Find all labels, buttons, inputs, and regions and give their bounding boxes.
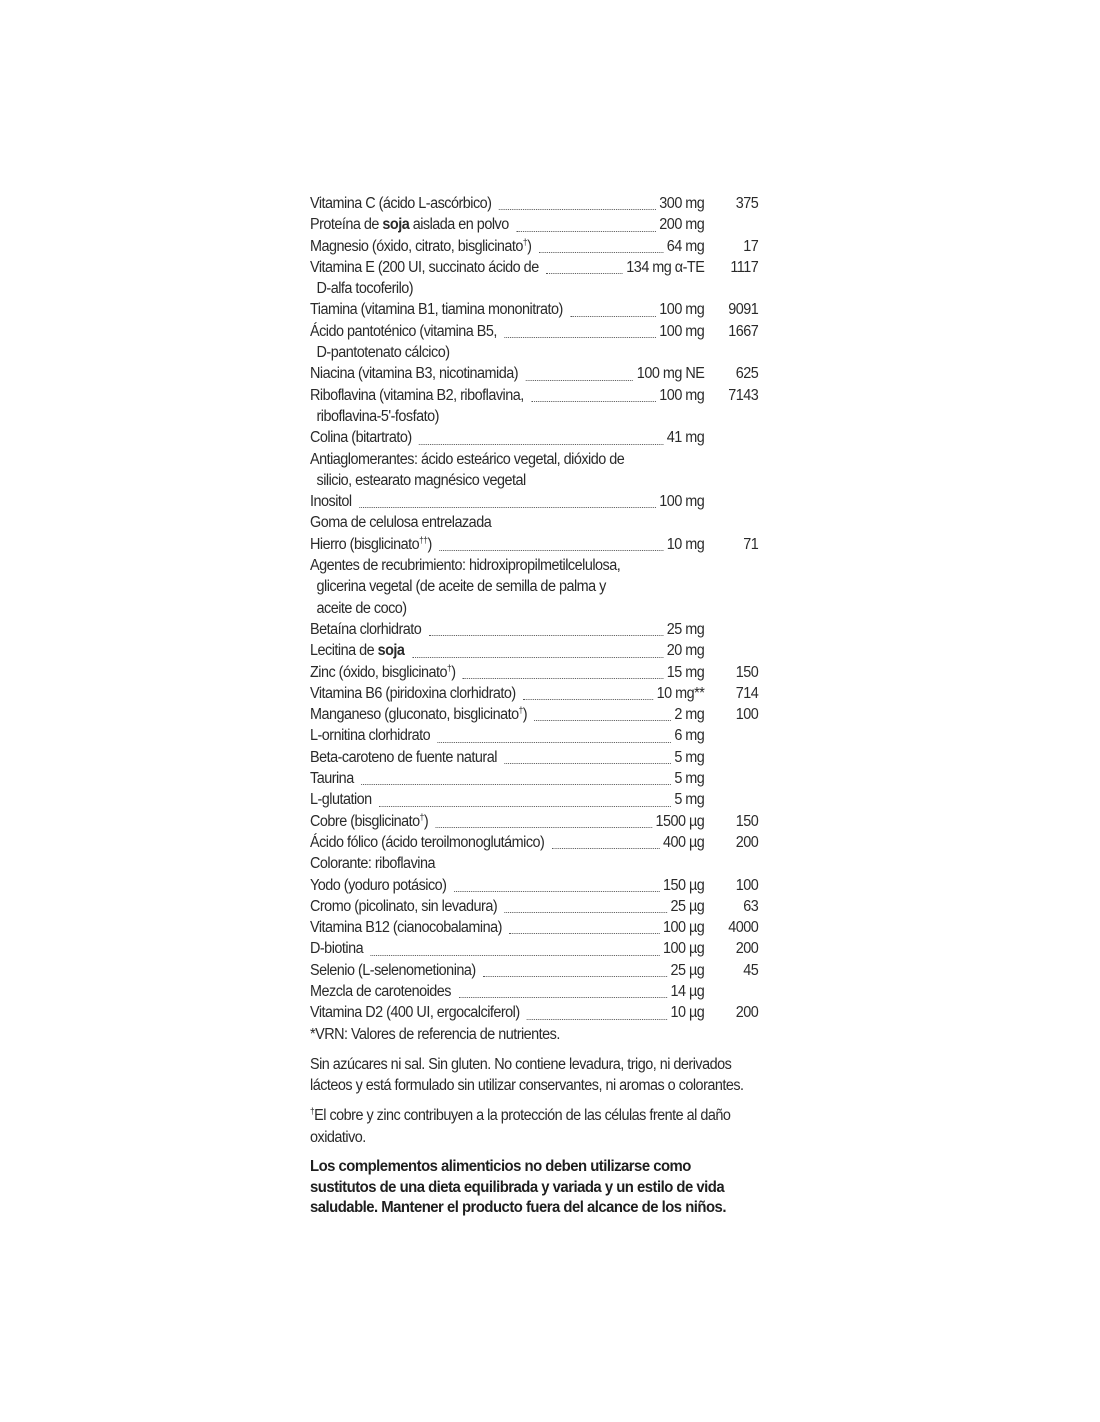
ingredient-continuation: aceite de coco) xyxy=(316,599,407,617)
ingredient-amount: 100 µg xyxy=(663,919,705,937)
ingredient-name xyxy=(310,938,363,959)
ingredient-name-part: ) xyxy=(522,706,528,724)
ingredient-name xyxy=(310,789,372,810)
ingredient-name xyxy=(310,299,563,320)
ingredient-name xyxy=(310,917,502,938)
ingredient-name-part: Vitamina B6 (piridoxina clorhidrato) xyxy=(310,684,516,702)
ingredient-amount: 300 mg xyxy=(659,195,705,212)
ingredient-vrn: 45 xyxy=(743,961,759,979)
ingredient-name xyxy=(310,875,446,896)
ingredient-name-part: Ácido pantoténico (vitamina B5, xyxy=(310,322,497,340)
footnote-text: El cobre y zinc contribuyen a la protección de las células frente al daño oxidativo. xyxy=(310,1107,731,1146)
ingredient-amount: 2 mg xyxy=(674,706,705,724)
ingredient-row xyxy=(310,491,758,512)
antioxidant-footnote xyxy=(310,1105,758,1148)
ingredient-text: Colorante: riboflavina xyxy=(310,855,435,873)
ingredient-vrn: 714 xyxy=(735,684,759,702)
ingredient-amount: 100 mg xyxy=(659,322,705,340)
dot-leader xyxy=(499,208,656,210)
dot-leader xyxy=(516,230,655,232)
footnote-marker: † xyxy=(447,662,452,673)
ingredient-continuation: riboflavina-5'-fosfato) xyxy=(316,407,439,425)
ingredient-name xyxy=(310,981,451,1002)
ingredient-name xyxy=(310,257,539,278)
ingredient-amount: 64 mg xyxy=(666,237,705,255)
ingredient-name xyxy=(310,832,544,853)
ingredient-name xyxy=(310,385,524,406)
ingredient-vrn: 200 xyxy=(735,1004,759,1022)
vrn-note: *VRN: Valores de referencia de nutrientes. xyxy=(310,1025,560,1043)
ingredient-row xyxy=(310,321,758,342)
allergen-highlight: soja xyxy=(377,642,405,660)
ingredient-name-part: Manganeso (gluconato, bisglicinato xyxy=(310,706,519,724)
dot-leader xyxy=(483,975,667,977)
ingredient-amount: 100 mg xyxy=(659,386,705,404)
ingredient-vrn: 150 xyxy=(735,812,759,830)
dot-leader xyxy=(463,677,663,679)
dot-leader xyxy=(525,379,633,381)
ingredient-name-part: Mezcla de carotenoides xyxy=(310,982,451,1000)
dot-leader xyxy=(458,996,666,998)
ingredient-name-part: Inositol xyxy=(310,493,352,511)
ingredient-text: Goma de celulosa entrelazada xyxy=(310,514,492,532)
dot-leader xyxy=(361,783,670,785)
ingredient-vrn: 625 xyxy=(735,365,759,383)
ingredient-row xyxy=(310,789,758,810)
dot-leader xyxy=(438,741,671,743)
ingredient-row xyxy=(310,534,758,555)
ingredient-row xyxy=(310,427,758,448)
dot-leader xyxy=(504,336,655,338)
ingredient-text-row xyxy=(310,449,758,470)
ingredient-amount: 15 mg xyxy=(666,663,705,681)
footnote-marker: † xyxy=(518,704,523,715)
dot-leader xyxy=(359,506,656,508)
ingredient-row xyxy=(310,832,758,853)
ingredient-amount: 100 mg NE xyxy=(636,365,705,383)
ingredient-name-part: Cobre (bisglicinato xyxy=(310,812,420,830)
dot-leader xyxy=(523,698,653,700)
ingredient-vrn: 100 xyxy=(735,876,759,894)
ingredient-name-part: Magnesio (óxido, citrato, bisglicinato xyxy=(310,237,523,255)
ingredient-row xyxy=(310,768,758,789)
dot-leader xyxy=(419,443,663,445)
ingredient-amount: 10 mg** xyxy=(656,684,705,702)
ingredient-row xyxy=(310,257,758,278)
ingredient-name xyxy=(310,662,456,683)
ingredient-amount: 1500 µg xyxy=(655,812,705,830)
ingredient-vrn: 200 xyxy=(735,833,759,851)
ingredient-row xyxy=(310,896,758,917)
ingredient-row xyxy=(310,938,758,959)
dot-leader xyxy=(531,400,655,402)
ingredient-amount: 134 mg α-TE xyxy=(626,258,705,276)
ingredient-name-part: Selenio (L-selenometionina) xyxy=(310,961,476,979)
ingredient-row xyxy=(310,981,758,1002)
free-from-statement: Sin azúcares ni sal. Sin gluten. No contiene levadura, trigo, ni derivados lácteos y está formulado sin utilizar conservantes, ni aromas o colorantes. xyxy=(310,1055,744,1095)
ingredient-name xyxy=(310,747,497,768)
ingredient-amount: 200 mg xyxy=(659,216,705,234)
ingredient-amount: 25 mg xyxy=(666,620,705,638)
ingredient-name-part: Zinc (óxido, bisglicinato xyxy=(310,663,448,681)
ingredient-name xyxy=(310,534,432,555)
ingredient-vrn: 1667 xyxy=(728,322,759,340)
ingredient-row xyxy=(310,683,758,704)
safety-warning: Los complementos alimenticios no deben utilizarse como sustitutos de una dieta equilibrada y variada y un estilo de vida saludable. Mantener el producto fuera del alcance de los niños. xyxy=(310,1158,726,1217)
allergen-highlight: soja xyxy=(382,216,410,234)
ingredient-name xyxy=(310,704,527,725)
ingredient-name-part: Hierro (bisglicinato xyxy=(310,535,420,553)
ingredient-amount: 10 µg xyxy=(670,1004,705,1022)
ingredient-name-part: Beta-caroteno de fuente natural xyxy=(310,748,497,766)
dot-leader xyxy=(527,1018,667,1020)
ingredient-row xyxy=(310,363,758,384)
dot-leader xyxy=(546,272,622,274)
ingredient-name xyxy=(310,1002,520,1023)
ingredient-text: Agentes de recubrimiento: hidroxipropilmetilcelulosa, xyxy=(310,557,621,575)
ingredient-amount: 150 µg xyxy=(663,876,705,894)
ingredient-vrn: 9091 xyxy=(728,301,759,319)
dot-leader xyxy=(505,911,667,913)
ingredient-name-part: ) xyxy=(451,663,456,681)
ingredient-name xyxy=(310,640,404,661)
ingredient-amount: 41 mg xyxy=(666,429,705,447)
ingredient-row xyxy=(310,811,758,832)
ingredient-row xyxy=(310,619,758,640)
ingredient-row xyxy=(310,875,758,896)
ingredient-row xyxy=(310,193,758,214)
dot-leader xyxy=(539,251,663,253)
ingredient-row xyxy=(310,299,758,320)
footnote-marker: † xyxy=(419,811,424,822)
ingredient-amount: 100 µg xyxy=(663,940,705,958)
ingredient-name-part: L-glutation xyxy=(310,791,372,809)
ingredient-name-part: Ácido fólico (ácido teroilmonoglutámico) xyxy=(310,833,545,851)
ingredient-row xyxy=(310,960,758,981)
ingredient-vrn: 1117 xyxy=(730,258,759,276)
ingredient-name-part: Tiamina (vitamina B1, tiamina mononitrato) xyxy=(310,301,563,319)
ingredient-vrn: 200 xyxy=(735,940,759,958)
ingredient-text: Antiaglomerantes: ácido esteárico vegetal, dióxido de xyxy=(310,450,625,468)
ingredient-vrn: 7143 xyxy=(728,386,759,404)
ingredient-name-part: Vitamina C (ácido L-ascórbico) xyxy=(310,195,492,212)
ingredient-amount: 25 µg xyxy=(670,961,705,979)
ingredient-amount: 6 mg xyxy=(674,727,705,745)
ingredient-name xyxy=(310,193,491,214)
ingredient-name-part: ) xyxy=(423,812,429,830)
ingredient-row xyxy=(310,385,758,406)
ingredient-row xyxy=(310,214,758,235)
ingredient-row xyxy=(310,704,758,725)
ingredient-name-part: Cromo (picolinato, sin levadura) xyxy=(310,897,498,915)
ingredient-name-part: Riboflavina (vitamina B2, riboflavina, xyxy=(310,386,524,404)
ingredient-text-row xyxy=(310,555,758,576)
ingredient-amount: 10 mg xyxy=(666,535,705,553)
dot-leader xyxy=(439,549,663,551)
ingredient-name xyxy=(310,960,476,981)
ingredient-vrn: 63 xyxy=(743,897,759,915)
footnote-marker: † xyxy=(522,236,528,247)
dot-leader xyxy=(552,847,660,849)
ingredient-name xyxy=(310,768,354,789)
ingredient-name-part: L-ornitina clorhidrato xyxy=(310,727,431,745)
ingredient-list xyxy=(310,193,758,1024)
dot-leader xyxy=(429,634,663,636)
ingredient-name xyxy=(310,619,421,640)
ingredient-vrn: 375 xyxy=(735,195,759,212)
ingredient-vrn: 4000 xyxy=(728,919,759,937)
ingredient-name-part: Niacina (vitamina B3, nicotinamida) xyxy=(310,365,519,383)
supplement-facts-panel xyxy=(310,193,758,1219)
dot-leader xyxy=(570,315,655,317)
ingredient-name xyxy=(310,725,430,746)
dot-leader xyxy=(534,719,670,721)
ingredient-amount: 100 mg xyxy=(659,493,705,511)
dot-leader xyxy=(436,826,652,828)
ingredient-name xyxy=(310,427,412,448)
ingredient-row xyxy=(310,747,758,768)
ingredient-name-part: Vitamina B12 (cianocobalamina) xyxy=(310,919,502,937)
ingredient-name xyxy=(310,811,428,832)
ingredient-name xyxy=(310,491,352,512)
ingredient-vrn: 150 xyxy=(735,663,759,681)
ingredient-vrn: 100 xyxy=(735,706,759,724)
ingredient-amount: 5 mg xyxy=(674,791,705,809)
ingredient-amount: 400 µg xyxy=(663,833,705,851)
dot-leader xyxy=(454,890,659,892)
ingredient-continuation: glicerina vegetal (de aceite de semilla de palma y xyxy=(316,578,606,596)
ingredient-continuation: D-pantotenato cálcico) xyxy=(316,344,450,362)
ingredient-row xyxy=(310,1002,758,1023)
ingredient-vrn: 71 xyxy=(743,535,759,553)
ingredient-row xyxy=(310,236,758,257)
ingredient-amount: 100 mg xyxy=(659,301,705,319)
ingredient-continuation: silicio, estearato magnésico vegetal xyxy=(316,471,526,489)
ingredient-name-part: Yodo (yoduro potásico) xyxy=(310,876,447,894)
ingredient-name-part: ) xyxy=(427,535,432,553)
footnote-marker: †† xyxy=(419,534,428,545)
ingredient-row xyxy=(310,725,758,746)
ingredient-name xyxy=(310,896,497,917)
ingredient-name xyxy=(310,321,497,342)
dot-leader xyxy=(371,954,660,956)
ingredient-name-part: Proteína de xyxy=(310,216,383,234)
ingredient-text-row xyxy=(310,512,758,533)
ingredient-name xyxy=(310,683,516,704)
ingredient-name-part: ) xyxy=(527,237,532,255)
ingredient-name-part: D-biotina xyxy=(310,940,364,958)
dot-leader xyxy=(412,656,663,658)
ingredient-name-part: Vitamina E (200 UI, succinato ácido de xyxy=(310,258,539,276)
dot-leader xyxy=(379,805,670,807)
ingredient-name xyxy=(310,363,518,384)
dot-leader xyxy=(504,762,670,764)
ingredient-name xyxy=(310,214,509,235)
ingredient-name-part: Lecitina de xyxy=(310,642,378,660)
dot-leader xyxy=(509,932,659,934)
ingredient-name-part: Betaína clorhidrato xyxy=(310,620,422,638)
ingredient-amount: 20 mg xyxy=(666,642,705,660)
ingredient-amount: 5 mg xyxy=(674,748,705,766)
ingredient-name xyxy=(310,236,531,257)
ingredient-name-part: Colina (bitartrato) xyxy=(310,429,412,447)
ingredient-name-part: aislada en polvo xyxy=(409,216,509,234)
ingredient-row xyxy=(310,640,758,661)
ingredient-row xyxy=(310,662,758,683)
ingredient-name-part: Vitamina D2 (400 UI, ergocalciferol) xyxy=(310,1004,520,1022)
footnote-dagger: † xyxy=(310,1106,315,1117)
ingredient-row xyxy=(310,917,758,938)
ingredient-continuation: D-alfa tocoferilo) xyxy=(316,280,414,298)
ingredient-amount: 5 mg xyxy=(674,770,705,788)
ingredient-text-row xyxy=(310,853,758,874)
ingredient-amount: 25 µg xyxy=(670,897,705,915)
ingredient-vrn: 17 xyxy=(743,237,759,255)
ingredient-name-part: Taurina xyxy=(310,770,354,788)
ingredient-amount: 14 µg xyxy=(670,982,705,1000)
